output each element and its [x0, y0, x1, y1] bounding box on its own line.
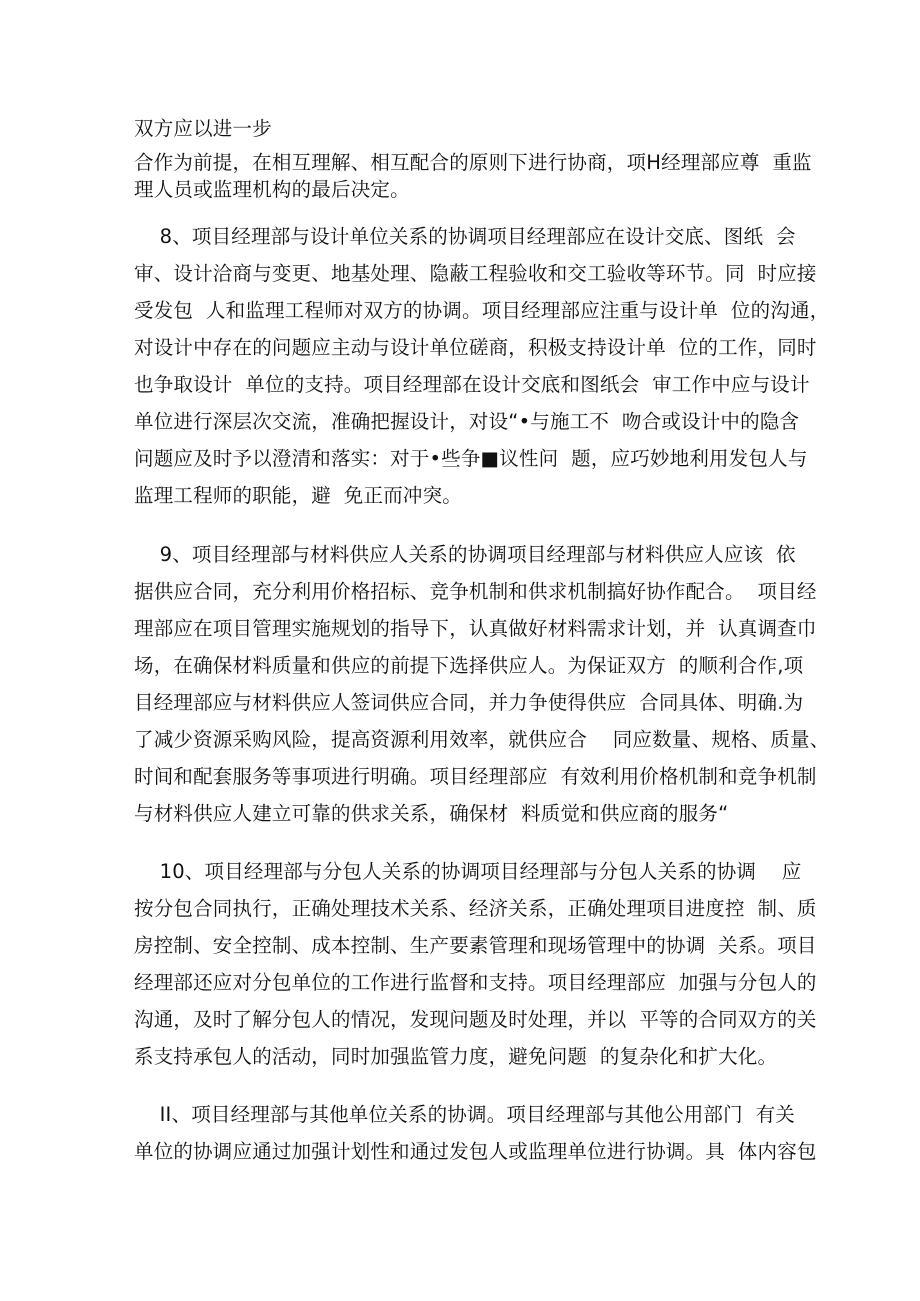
text-line: 按分包合同执行，正确处理技术关系、经济关系，正确处理项目进度控 制、质 [134, 897, 817, 920]
text-line: 单位进行深层次交流，准确把握设计，对设“•与施工不 吻合或设计中的隐含 [134, 410, 800, 433]
text-line: 8、项目经理部与设计单位关系的协调项目经理部应在设计交底、图纸 会 [134, 225, 796, 248]
text-line: 问题应及时予以澄清和落实：对于•些争■议性问 题，应巧妙地利用发包人与 [134, 447, 808, 470]
text-line: 场，在确保材料质量和供应的前提下选择供应人。为保证双方 的顺利合作,项 [134, 654, 804, 677]
text-line: 据供应合同，充分利用价格招标、竞争机制和供求机制搞好协作配合。 项目经 [134, 580, 817, 603]
text-line: 房控制、安全控制、成本控制、生产要素管理和现场管理中的协调 关系。项目 [134, 934, 817, 957]
text-line: 审、设计洽商与变更、地基处理、隐蔽工程验收和交工验收等环节。同 时应接 [134, 262, 817, 285]
text-line: 与材料供应人建立可靠的供求关系，确保材 料质觉和供应商的服务“ [134, 802, 729, 825]
text-line: 监理工程师的职能，避 免正而冲突。 [134, 484, 462, 507]
text-line: 也争取设计 单位的支持。项目经理部在设计交底和图纸会 审工作中应与设计 [134, 373, 810, 396]
text-line: 经理部还应对分包单位的工作进行监督和支持。项目经理部应 加强与分包人的 [134, 971, 817, 994]
text-line: 系支持承包人的活动，同时加强监管力度，避免问题 的复杂化和扩大化。 [134, 1045, 778, 1068]
text-line: 单位的协调应通过加强计划性和通过发包人或监理单位进行协调。具 体内容包 [134, 1140, 817, 1163]
text-line: 了减少资源采购风险，提高资源利用效率，就供应合 同应数量、规格、质量、 [134, 728, 830, 751]
text-line: 合作为前提，在相互理解、相互配合的原则下进行协商，项H经理部应尊 重监 [134, 151, 812, 174]
text-line: 对设计中存在的问题应主动与设计单位磋商，积极支持设计单 位的工作，同时 [134, 336, 817, 359]
text-line: 目经理部应与材料供应人签词供应合同，并力争使得供应 合同具体、明确.为 [134, 691, 804, 714]
text-line: 理部应在项目管理实施规划的指导下，认真做好材料需求计划，并 认真调查巾 [134, 617, 817, 640]
text-line: 9、项目经理部与材料供应人关系的协调项目经理部与材料供应人应该 依 [134, 543, 796, 566]
text-line: 双方应以进一步 [134, 117, 272, 140]
text-line: 理人员或监理机构的最后决定。 [134, 178, 410, 201]
text-line: II、项目经理部与其他单位关系的协调。项目经理部与其他公用部门 有关 [134, 1103, 795, 1126]
text-line: 受发包 人和监理工程师对双方的协调。项目经理部应注重与设计单 位的沟通， [134, 299, 830, 322]
text-line: 沟通，及时了解分包人的情况，发现问题及时处理，并以 平等的合同双方的关 [134, 1008, 817, 1031]
text-line: 10、项目经理部与分包人关系的协调项目经理部与分包人关系的协调 应 [134, 860, 802, 883]
text-line: 时间和配套服务等事项进行明确。项目经理部应 有效利用价格机制和竞争机制 [134, 765, 817, 788]
